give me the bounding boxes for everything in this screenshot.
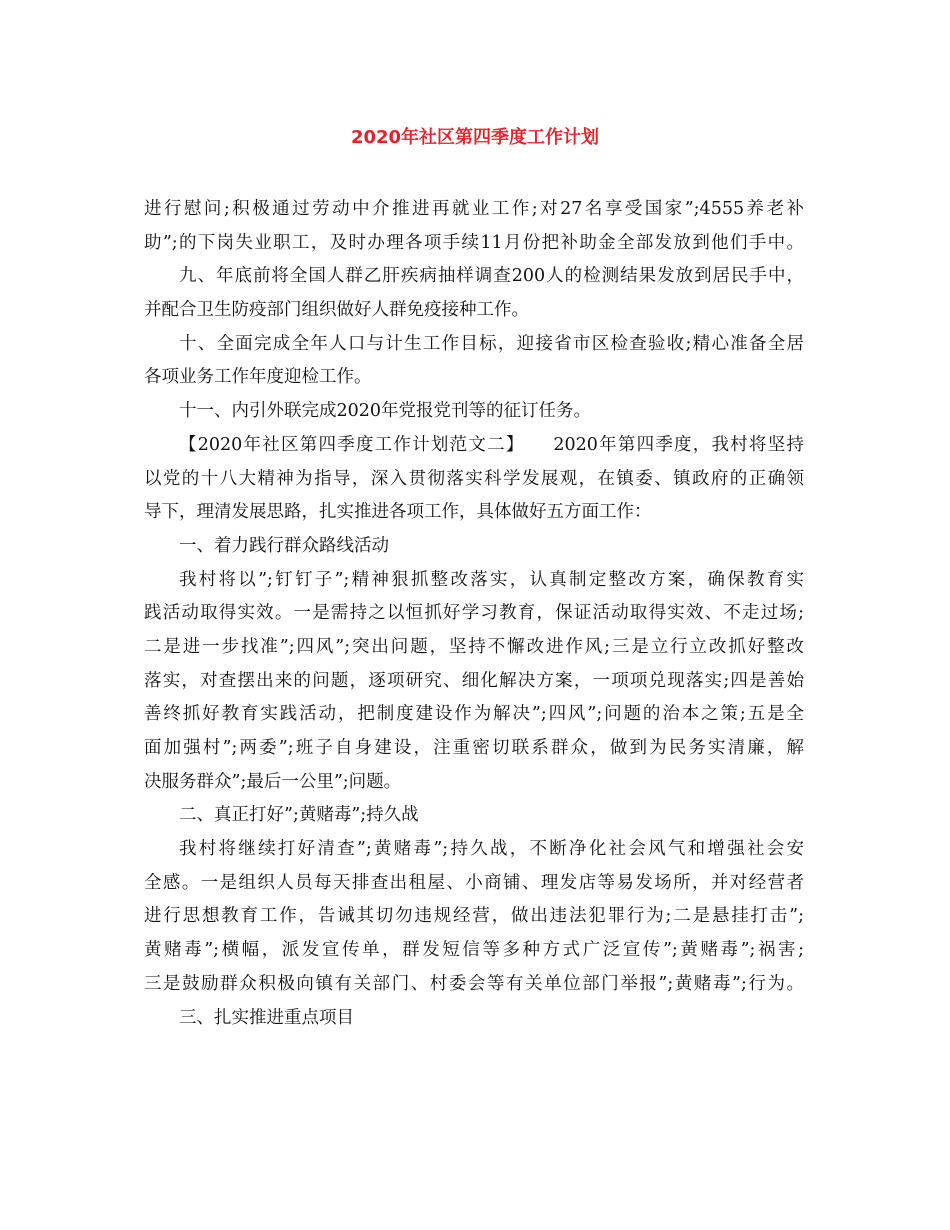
text-line: 二、真正打好”;黄赌毒”;持久战 — [179, 805, 419, 826]
text-line: 我村将以”;钉钉子”;精神狠抓整改落实，认真制定整改方案，确保教育实 — [179, 569, 804, 590]
text-line: 落实，对查摆出来的问题，逐项研究、细化解决方案，一项项兑现落实;四是善始 — [144, 670, 804, 691]
text-line: 【2020年社区第四季度工作计划范文二】 2020年第四季度，我村将坚持 — [179, 434, 804, 455]
document-body — [144, 193, 804, 1035]
document-title: 2020年社区第四季度工作计划 — [350, 127, 600, 148]
text-line: 一、着力践行群众路线活动 — [179, 535, 389, 556]
text-line: 黄赌毒”;横幅，派发宣传单，群发短信等多种方式广泛宣传”;黄赌毒”;祸害; — [144, 940, 804, 961]
text-line: 三、扎实推进重点项目 — [179, 1007, 354, 1028]
text-line: 二是进一步找准”;四风”;突出问题，坚持不懈改进作风;三是立行立改抓好整改 — [144, 636, 804, 657]
text-line: 决服务群众”;最后一公里”;问题。 — [144, 771, 402, 792]
text-line: 十、全面完成全年人口与计生工作目标，迎接省市区检查验收;精心准备全居 — [179, 333, 804, 354]
text-line: 导下，理清发展思路，扎实推进各项工作，具体做好五方面工作： — [144, 502, 652, 523]
text-line: 进行慰问;积极通过劳动中介推进再就业工作;对27名享受国家”;4555养老补 — [144, 199, 804, 219]
text-line: 善终抓好教育实践活动，把制度建设作为解决”;四风”;问题的治本之策;五是全 — [144, 704, 804, 725]
text-line: 各项业务工作年度迎检工作。 — [144, 367, 372, 388]
text-line: 面加强村”;两委”;班子自身建设，注重密切联系群众，做到为民务实清廉，解 — [144, 738, 804, 758]
text-line: 三是鼓励群众积极向镇有关部门、村委会等有关单位部门举报”;黄赌毒”;行为。 — [144, 973, 804, 994]
text-line: 进行思想教育工作，告诫其切勿违规经营，做出违法犯罪行为;二是悬挂打击”; — [144, 906, 804, 927]
text-line: 并配合卫生防疫部门组织做好人群免疫接种工作。 — [144, 300, 529, 321]
text-line: 十一、内引外联完成2020年党报党刊等的征订任务。 — [179, 401, 592, 422]
text-line: 全感。一是组织人员每天排查出租屋、小商铺、理发店等易发场所，并对经营者 — [144, 872, 804, 893]
text-line: 助”;的下岗失业职工，及时办理各项手续11月份把补助金全部发放到他们手中。 — [144, 232, 804, 253]
text-line: 践活动取得实效。一是需持之以恒抓好学习教育，保证活动取得实效、不走过场; — [144, 603, 804, 624]
text-line: 以党的十八大精神为指导，深入贯彻落实科学发展观，在镇委、镇政府的正确领 — [144, 468, 804, 489]
text-line: 九、年底前将全国人群乙肝疾病抽样调查200人的检测结果发放到居民手中， — [179, 266, 804, 287]
text-line: 我村将继续打好清查”;黄赌毒”;持久战，不断净化社会风气和增强社会安 — [179, 839, 804, 860]
